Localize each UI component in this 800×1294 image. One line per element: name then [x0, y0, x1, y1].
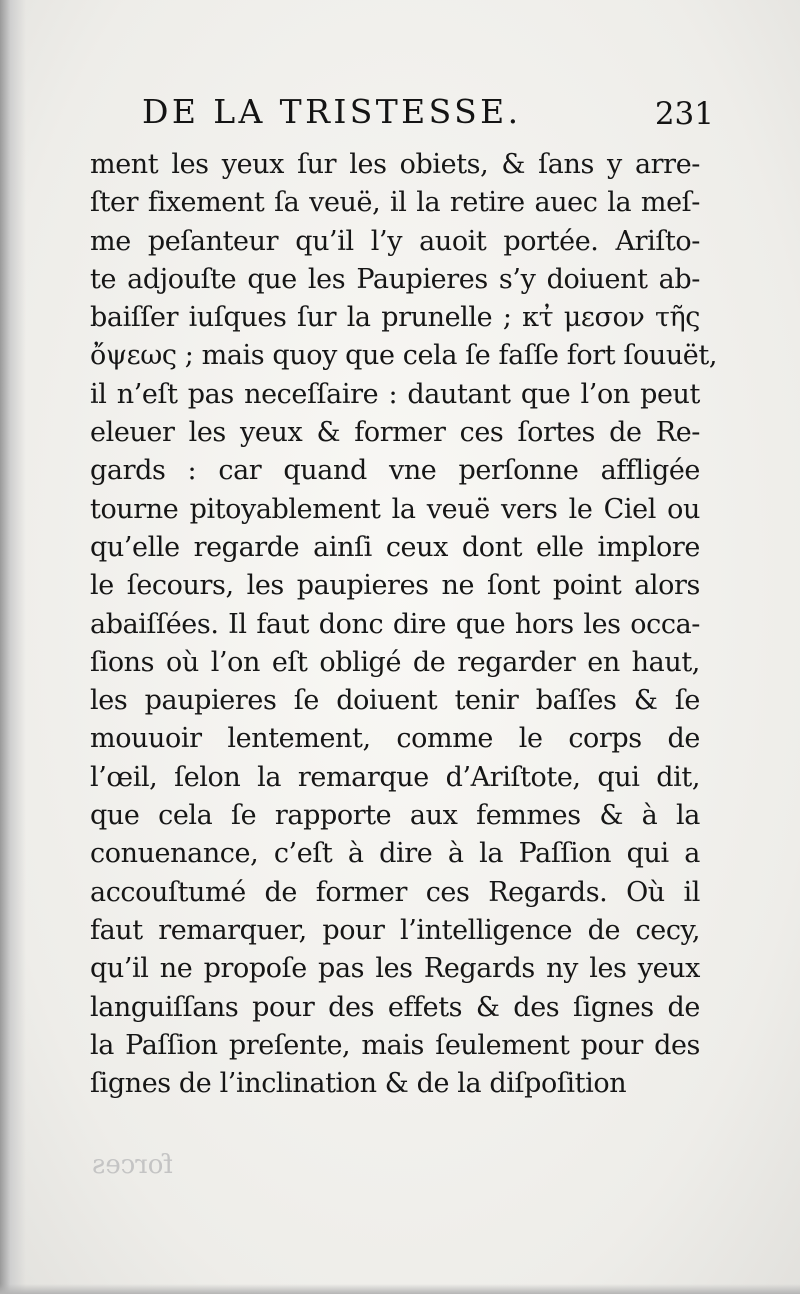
text-line: languiſſans pour des effets & des ſignes de — [90, 991, 700, 1023]
text-line: ſter fixement ſa veuë, il la retire auec la meſ- — [90, 187, 700, 219]
body-text — [90, 146, 718, 1103]
text-line: gards : car quand vne perſonne affligée — [90, 455, 700, 487]
page-bottom-edge — [0, 1284, 800, 1294]
text-line: mouuoir lentement, comme le corps de — [90, 723, 700, 755]
text-line: l’œil, ſelon la remarque d’Ariſtote, qui dit, — [90, 761, 700, 793]
text-line: ſignes de l’inclination & de la diſpoſition — [90, 1068, 627, 1100]
text-line: ὄψεως ; mais quoy que cela ſe faſſe fort ſouuët, — [90, 340, 718, 372]
running-head-title: DE LA TRISTESSE. — [142, 92, 522, 131]
gutter-shadow — [0, 0, 26, 1294]
text-line: conuenance, c’eſt à dire à la Paſſion qui a — [90, 838, 700, 870]
text-line: eleuer les yeux & former ces ſortes de Re- — [90, 417, 700, 449]
text-line: faut remarquer, pour l’intelligence de cecy, — [90, 914, 700, 946]
text-line: abaiſſées. Il faut donc dire que hors les occa- — [90, 608, 700, 640]
show-through-text: forces — [92, 1150, 173, 1180]
text-line: qu’elle regarde ainſi ceux dont elle implore — [90, 531, 700, 563]
text-line: qu’il ne propoſe pas les Regards ny les yeux — [90, 953, 700, 985]
text-line: tourne pitoyablement la veuë vers le Ciel ou — [90, 493, 700, 525]
text-line: le ſecours, les paupieres ne ſont point alors — [90, 570, 700, 602]
text-line: accouſtumé de former ces Regards. Où il — [90, 876, 700, 908]
text-line: la Paſſion preſente, mais ſeulement pour des — [90, 1029, 700, 1061]
text-line: les paupieres ſe doiuent tenir baſſes & ſe — [90, 685, 700, 717]
text-line: ment les yeux ſur les obiets, & ſans y arre- — [90, 149, 700, 180]
text-line: te adjouſte que les Paupieres s’y doiuent ab- — [90, 263, 700, 295]
text-line: ſions où l’on eſt obligé de regarder en haut, — [90, 646, 700, 678]
text-line: que cela ſe rapporte aux femmes & à la — [90, 800, 700, 832]
text-line: baiſſer iuſques ſur la prunelle ; κτ̓ μεσον τῆς — [90, 302, 700, 334]
text-line: me peſanteur qu’il l’y auoit portée. Ariſto- — [90, 225, 700, 257]
running-head — [92, 88, 712, 138]
text-line: il n’eſt pas neceſſaire : dautant que l’on peut — [90, 378, 700, 410]
page-number: 231 — [654, 96, 714, 132]
